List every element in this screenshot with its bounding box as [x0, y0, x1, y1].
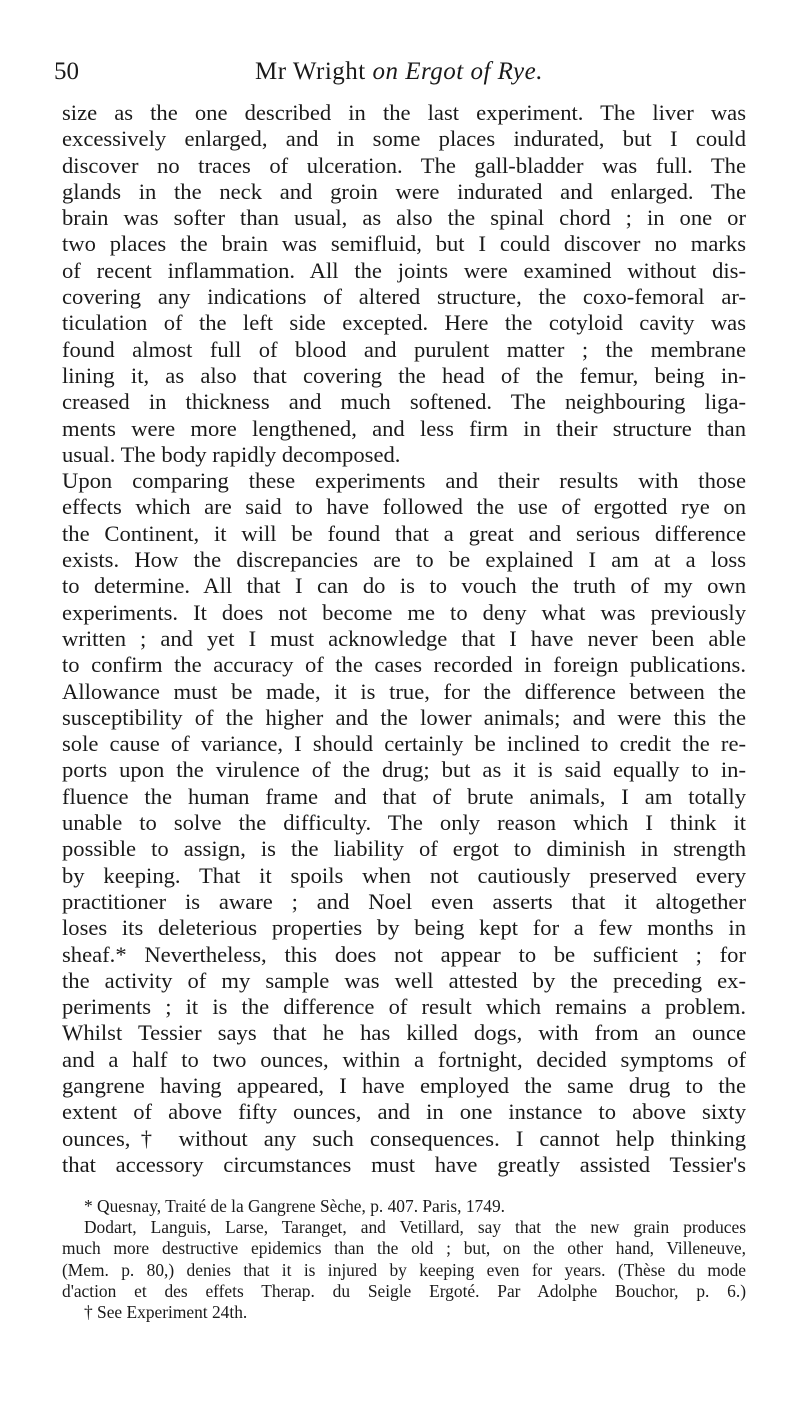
body-line: covering any indications of altered structure, the coxo-femoral ar- [62, 284, 746, 310]
body-line: the Continent, it will be found that a great and serious difference [62, 520, 746, 546]
body-line: sole cause of variance, I should certainly be inclined to credit the re- [62, 731, 746, 757]
body-line: exists. How the discrepancies are to be explained I am at a loss [62, 547, 746, 573]
body-line: Whilst Tessier says that he has killed dogs, with from an ounce [62, 1020, 746, 1046]
body-line: the activity of my sample was well attested by the preceding ex- [62, 967, 746, 993]
body-line: by keeping. That it spoils when not cautiously preserved every [62, 862, 746, 888]
footnote-line: * Quesnay, Traité de la Gangrene Sèche, p. 407. Paris, 1749. [84, 1196, 505, 1216]
body-line: experiments. It does not become me to deny what was previously [62, 599, 746, 625]
footnote-line: † See Experiment 24th. [84, 1301, 248, 1322]
body-text [62, 100, 746, 1178]
body-line: gangrene having appeared, I have employed the same drug to the [62, 1072, 746, 1098]
body-line: unable to solve the difficulty. The only reason which I think it [62, 810, 746, 836]
body-line: ports upon the virulence of the drug; but as it is said equally to in- [62, 757, 746, 783]
footnotes [62, 1196, 746, 1323]
page-number: 50 [54, 58, 79, 85]
footnote-line: (Mem. p. 80,) denies that it is injured by keeping even for years. (Thèse du mode [62, 1259, 746, 1280]
running-head-title: Ergot of Rye. [405, 58, 543, 85]
body-line: Upon comparing these experiments and their results with those [62, 468, 746, 494]
body-line: ticulation of the left side excepted. Here the cotyloid cavity was [62, 310, 746, 336]
body-line: excessively enlarged, and in some places indurated, but I could [62, 126, 746, 152]
body-line: extent of above fifty ounces, and in one instance to above sixty [62, 1099, 746, 1125]
footnote-line: d'action et des effets Therap. du Seigle Ergoté. Par Adolphe Bouchor, p. 6.) [62, 1280, 746, 1301]
footnote-line: much more destructive epidemics than the old ; but, on the other hand, Villeneuve, [62, 1238, 746, 1259]
footnote-line: Dodart, Languis, Larse, Taranget, and Vetillard, say that the new grain produces [84, 1217, 746, 1238]
body-line: loses its deleterious properties by being kept for a few months in [62, 915, 746, 941]
body-line: to determine. All that I can do is to vouch the truth of my own [62, 573, 746, 599]
body-line: that accessory circumstances must have greatly assisted Tessier's [62, 1151, 746, 1177]
body-line: practitioner is aware ; and Noel even asserts that it altogether [62, 888, 746, 914]
page-header [54, 58, 744, 98]
body-line: found almost full of blood and purulent matter ; the membrane [62, 336, 746, 362]
body-line: periments ; it is the difference of result which remains a problem. [62, 994, 746, 1020]
body-line: discover no traces of ulceration. The gall-bladder was full. The [62, 152, 746, 178]
body-line: glands in the neck and groin were indurated and enlarged. The [62, 178, 746, 204]
body-line: possible to assign, is the liability of ergot to diminish in strength [62, 836, 746, 862]
body-line: brain was softer than usual, as also the spinal chord ; in one or [62, 205, 746, 231]
body-line: ments were more lengthened, and less firm in their structure than [62, 415, 746, 441]
body-line: fluence the human frame and that of brute animals, I am totally [62, 783, 746, 809]
body-line: two places the brain was semifluid, but I could discover no marks [62, 231, 746, 257]
body-line: ounces,† without any such consequences. I cannot help thinking [62, 1125, 746, 1151]
body-line: Allowance must be made, it is true, for the difference between the [62, 678, 746, 704]
body-line: written ; and yet I must acknowledge that I have never been able [62, 625, 746, 651]
body-line: and a half to two ounces, within a fortnight, decided symptoms of [62, 1046, 746, 1072]
body-line: usual. The body rapidly decomposed. [62, 441, 401, 467]
body-line: effects which are said to have followed the use of ergotted rye on [62, 494, 746, 520]
body-line: creased in thickness and much softened. The neighbouring liga- [62, 389, 746, 415]
body-line: susceptibility of the higher and the lower animals; and were this the [62, 704, 746, 730]
body-line: lining it, as also that covering the head of the femur, being in- [62, 362, 746, 388]
running-head [54, 58, 744, 86]
running-head-author: Mr Wright [255, 58, 366, 85]
running-head-on: on [372, 58, 399, 85]
body-line: of recent inflammation. All the joints were examined without dis- [62, 257, 746, 283]
body-line: to confirm the accuracy of the cases recorded in foreign publications. [62, 652, 746, 678]
body-line: sheaf.* Nevertheless, this does not appear to be sufficient ; for [62, 941, 746, 967]
body-line: size as the one described in the last experiment. The liver was [62, 100, 746, 125]
